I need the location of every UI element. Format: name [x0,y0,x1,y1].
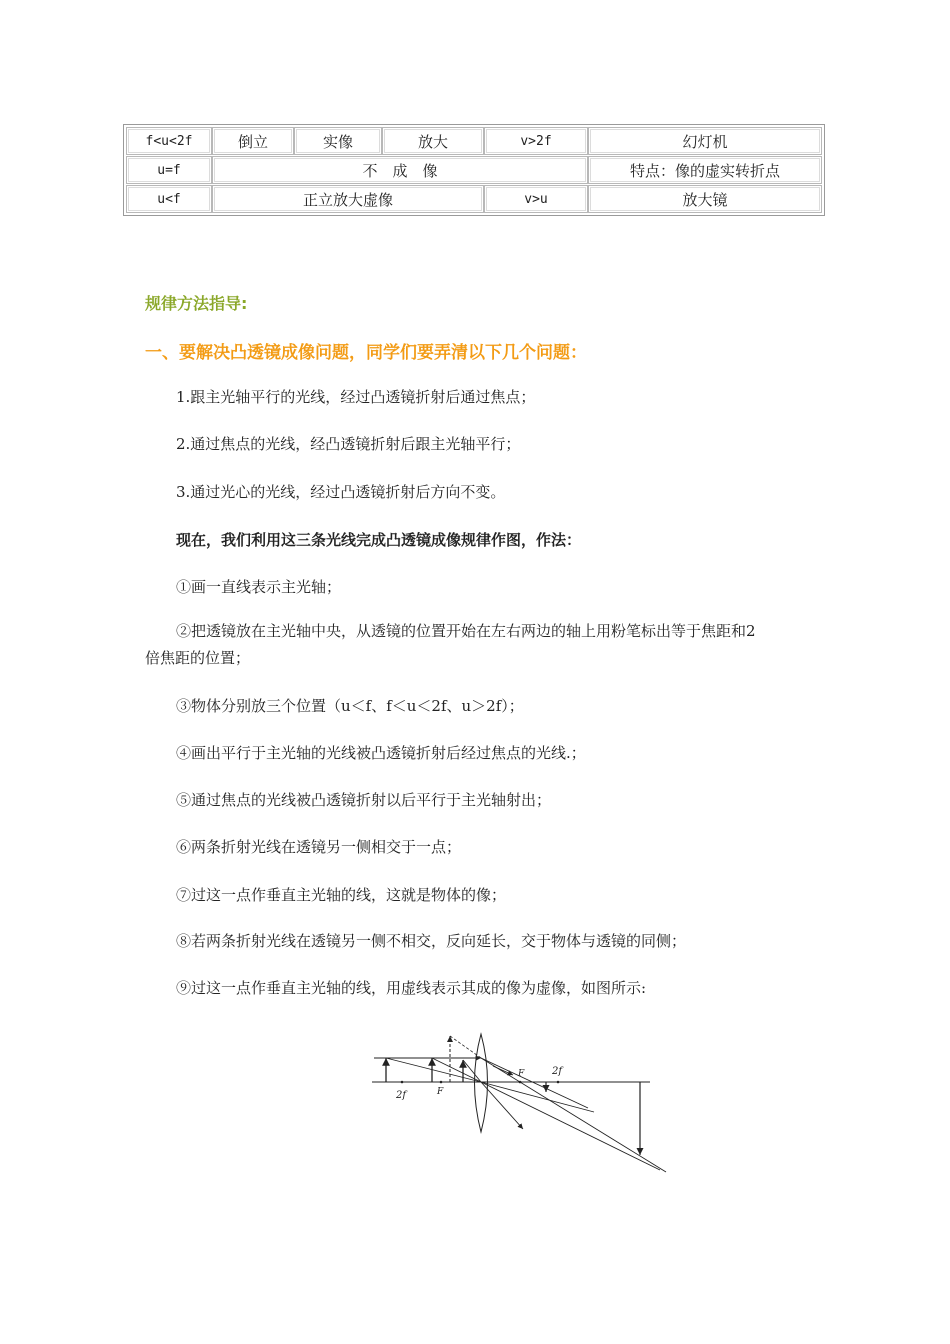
incident-ray [386,1058,481,1082]
focal-dot [401,1081,404,1084]
point-3: 3.通过光心的光线，经过凸透镜折射后方向不变。 [176,483,506,501]
focal-dot [440,1081,443,1084]
refracted-ray [481,1058,666,1172]
method-guide-heading: 规律方法指导: [145,294,248,313]
label-left-2f: 2f [396,1090,407,1101]
step-4: ④画出平行于主光轴的光线被凸透镜折射后经过焦点的光线.； [176,744,586,762]
step-6: ⑥两条折射光线在透镜另一侧相交于一点； [176,838,462,856]
table-cell: 不 成 像 [212,156,588,184]
step-3: ③物体分别放三个位置（u＜f、f＜u＜2f、u＞2f）； [176,697,524,715]
step-2: ②把透镜放在主光轴中央，从透镜的位置开始在左右两边的轴上用粉笔标出等于焦距和2倍焦距的位置； [145,622,756,667]
step-9: ⑨过这一点作垂直主光轴的线，用虚线表示其成的像为虚像，如图所示: [176,979,647,997]
table-cell: v>u [484,185,588,213]
table-cell: u<f [126,185,212,213]
point-2: 2.通过焦点的光线，经凸透镜折射后跟主光轴平行； [176,435,521,453]
point-1: 1.跟主光轴平行的光线，经过凸透镜折射后通过焦点； [176,388,536,406]
focal-dot [557,1081,560,1084]
focal-dot [519,1081,522,1084]
lens-ray-diagram [368,1030,673,1175]
label-left-f: F [437,1087,444,1097]
refracted-ray [481,1082,660,1170]
label-right-2f: 2f [552,1066,563,1077]
table-cell: 放大 [382,127,484,155]
table-cell: 幻灯机 [588,127,822,155]
lens-imaging-table [123,124,825,216]
method-intro: 现在，我们利用这三条光线完成凸透镜成像规律作图，作法： [176,531,582,549]
refracted-ray [481,1082,594,1112]
table-cell: 倒立 [212,127,294,155]
incident-ray [432,1058,481,1082]
incident-ray [463,1060,481,1082]
refracted-ray [493,1066,513,1075]
table-cell: 正立放大虚像 [212,185,484,213]
refracted-ray [481,1082,523,1129]
step-1: ①画一直线表示主光轴； [176,578,342,596]
step-7: ⑦过这一点作垂直主光轴的线，这就是物体的像； [176,886,507,904]
table-cell: f<u<2f [126,127,212,155]
table-cell: 实像 [294,127,382,155]
section-heading: 一、要解决凸透镜成像问题，同学们要弄清以下几个问题： [145,343,587,363]
step-8: ⑧若两条折射光线在透镜另一侧不相交，反向延长，交于物体与透镜的同侧； [176,932,687,950]
virtual-ray [450,1036,481,1058]
table-cell: 特点：像的虚实转折点 [588,156,822,184]
table-cell: v>2f [484,127,588,155]
step-5: ⑤通过焦点的光线被凸透镜折射以后平行于主光轴射出； [176,791,552,809]
table-cell: 放大镜 [588,185,822,213]
table-cell: u=f [126,156,212,184]
label-right-f: F [518,1069,525,1079]
